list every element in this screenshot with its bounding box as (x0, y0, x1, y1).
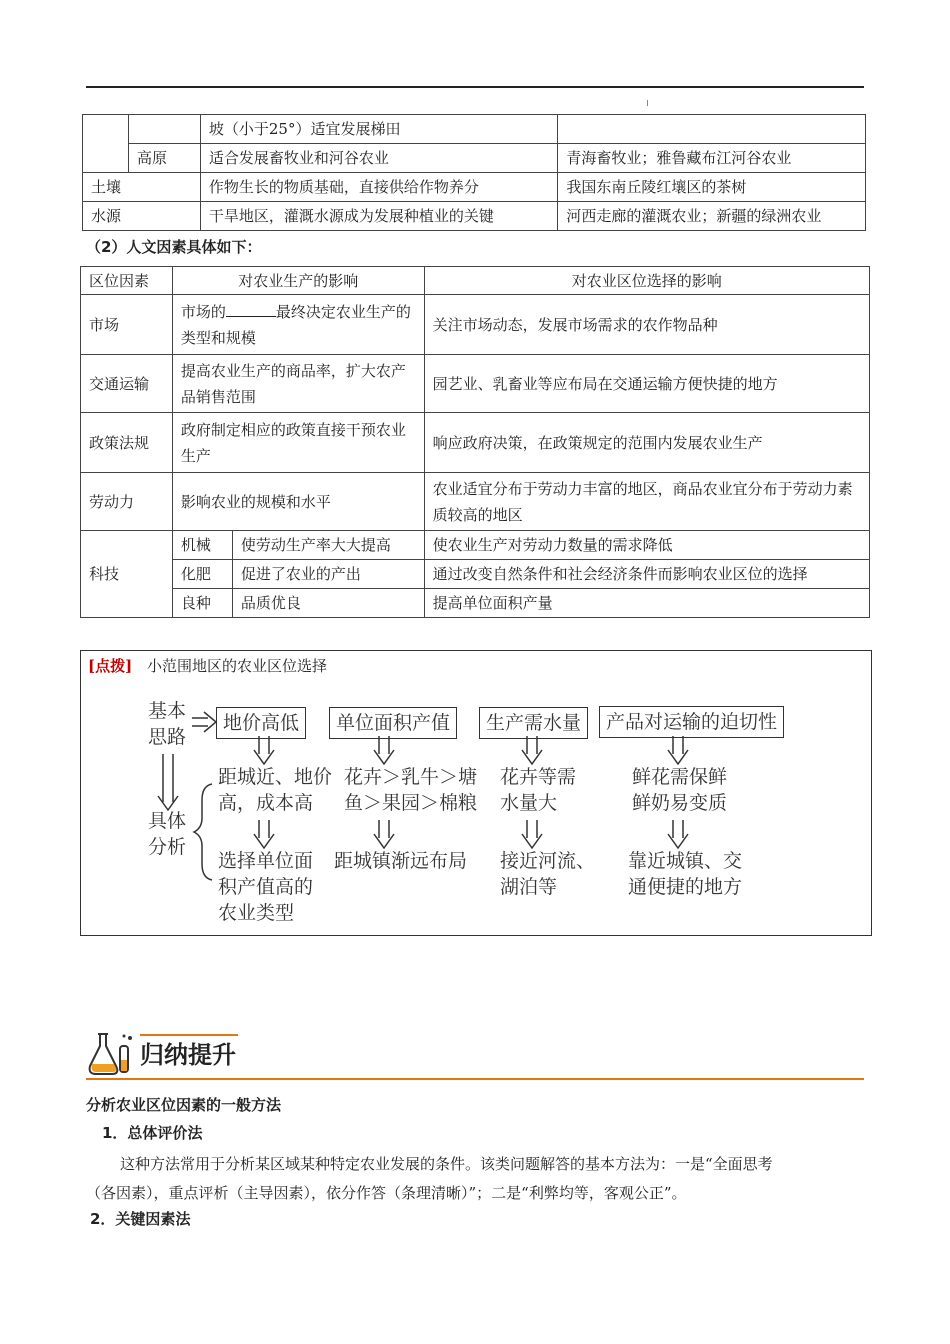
table-cell: 坡（小于25°）适宜发展梯田 (200, 115, 558, 144)
factor-box-output-value: 单位面积产值 (329, 707, 457, 739)
natural-factor-table (82, 114, 866, 231)
human-factor-table (80, 266, 870, 618)
section-title: 归纳提升 (140, 1041, 236, 1069)
table-cell: 水源 (83, 202, 201, 231)
table-row (81, 531, 870, 560)
label-line: 具体 (148, 810, 187, 832)
text-line: 鲜奶易变质 (632, 792, 728, 814)
table-cell: 干旱地区，灌溉水源成为发展种植业的关键 (200, 202, 558, 231)
label-line: 思路 (148, 726, 187, 748)
table-cell: 良种 (172, 589, 232, 618)
table-row (81, 589, 870, 618)
table-cell: 通过改变自然条件和社会经济条件而影响农业区位的选择 (424, 560, 869, 589)
text-line: 选择单位面 (218, 850, 314, 872)
table-row (83, 173, 866, 202)
factor-cell: 劳动力 (81, 473, 173, 531)
table-cell: 适合发展畜牧业和河谷农业 (200, 144, 558, 173)
human-factor-heading: （2）人文因素具体如下： (86, 238, 262, 256)
text-line: 积产值高的 (218, 876, 314, 898)
factor-box-water-demand: 生产需水量 (479, 707, 588, 739)
table-row (83, 115, 866, 144)
text-line: 水量大 (500, 792, 558, 814)
header-cell: 区位因素 (81, 267, 173, 295)
table-cell: 响应政府决策，在政策规定的范围内发展农业生产 (424, 413, 869, 473)
fill-blank (226, 300, 276, 317)
text-line: 花卉＞乳牛＞塘 (344, 766, 478, 788)
table-cell: 化肥 (172, 560, 232, 589)
label-line: 基本 (148, 700, 187, 722)
section-rule (86, 1078, 864, 1080)
factor-box-land-price: 地价高低 (216, 707, 306, 739)
text-line: 花卉等需 (500, 766, 577, 788)
table-cell: 使劳动生产率大大提高 (232, 531, 424, 560)
method-2-title: 2．关键因素法 (90, 1210, 191, 1228)
header-cell: 对农业生产的影响 (172, 267, 424, 295)
down-double-arrow (522, 736, 542, 764)
market-effect-post: 最终决定农业生产的类型和规模 (180, 302, 411, 347)
factor-cell: 市场 (81, 295, 173, 355)
table-row (81, 295, 870, 355)
header-cell: 对农业区位选择的影响 (424, 267, 869, 295)
text-line: 靠近城镇、交 (628, 850, 743, 872)
text-line: 距城近、地价 (218, 766, 333, 788)
right-double-arrow (192, 712, 216, 732)
factor-cell: 交通运输 (81, 355, 173, 413)
label-line: 分析 (148, 836, 187, 858)
factor-box-transport-urgency: 产品对运输的迫切性 (599, 706, 784, 738)
text-line: 距城镇渐远布局 (334, 850, 468, 872)
market-effect-pre: 市场的 (180, 302, 226, 321)
table-row (81, 473, 870, 531)
table-cell: 作物生长的物质基础，直接供给作物养分 (200, 173, 558, 202)
table-cell: 机械 (172, 531, 232, 560)
text-line: 鱼＞果园＞棉粮 (344, 792, 478, 814)
table-cell: 河西走廊的灌溉农业；新疆的绿洲农业 (558, 202, 866, 231)
text-line: 湖泊等 (500, 876, 558, 898)
flow-arrows (80, 650, 870, 934)
factor-cell: 科技 (81, 531, 173, 618)
down-double-arrow (374, 736, 394, 764)
text-line: 高，成本高 (218, 792, 314, 814)
table-cell: 品质优良 (232, 589, 424, 618)
table-cell: 农业适宜分布于劳动力丰富的地区，商品农业宜分布于劳动力素质较高的地区 (424, 473, 869, 531)
table-row (81, 560, 870, 589)
text-line: 农业类型 (218, 902, 295, 924)
text-line: 鲜花需保鲜 (632, 766, 728, 788)
down-double-arrow (374, 820, 394, 848)
table-cell: 政府制定相应的政策直接干预农业生产 (172, 413, 424, 473)
down-double-arrow (668, 736, 688, 764)
table-cell (83, 115, 129, 173)
table-cell (128, 115, 200, 144)
table-cell: 提高农业生产的商品率，扩大农产品销售范围 (172, 355, 424, 413)
table-cell: 青海畜牧业；雅鲁藏布江河谷农业 (558, 144, 866, 173)
table-cell: 我国东南丘陵红壤区的茶树 (558, 173, 866, 202)
table-cell: 高原 (128, 144, 200, 173)
text-line: 接近河流、 (500, 850, 596, 872)
down-double-arrow (522, 820, 542, 848)
method-1-text-cont: （各因素），重点评析（主导因素），依分作答（条理清晰）”；二是“利弊均等，客观公正”。 (86, 1184, 687, 1202)
header-rule (86, 86, 864, 88)
tip-tag: [点拨] (88, 657, 133, 675)
table-cell: 影响农业的规模和水平 (172, 473, 424, 531)
method-1-title: 1．总体评价法 (102, 1124, 203, 1142)
table-row (81, 355, 870, 413)
table-row (81, 413, 870, 473)
table-row (83, 144, 866, 173)
table-cell: 促进了农业的产出 (232, 560, 424, 589)
down-double-arrow (668, 820, 688, 848)
table-header-row (81, 267, 870, 295)
table-cell (172, 295, 424, 355)
table-cell: 使农业生产对劳动力数量的需求降低 (424, 531, 869, 560)
method-1-text: 这种方法常用于分析某区域某种特定农业发展的条件。该类问题解答的基本方法为：一是“全面思考 (120, 1155, 773, 1173)
flask-icon (86, 1030, 138, 1080)
tip-title-text: 小范围地区的农业区位选择 (146, 657, 327, 675)
table-cell: 提高单位面积产量 (424, 589, 869, 618)
down-double-arrow (254, 820, 274, 848)
method-heading: 分析农业区位因素的一般方法 (86, 1096, 282, 1114)
text-line: 通便捷的地方 (628, 876, 743, 898)
table-cell (558, 115, 866, 144)
table-row (83, 202, 866, 231)
table-cell: 关注市场动态，发展市场需求的农作物品种 (424, 295, 869, 355)
down-double-arrow (158, 754, 178, 810)
header-mark (647, 100, 648, 106)
down-double-arrow (254, 736, 274, 764)
curly-brace (194, 784, 212, 880)
table-cell: 土壤 (83, 173, 201, 202)
factor-cell: 政策法规 (81, 413, 173, 473)
table-cell: 园艺业、乳畜业等应布局在交通运输方便快捷的地方 (424, 355, 869, 413)
